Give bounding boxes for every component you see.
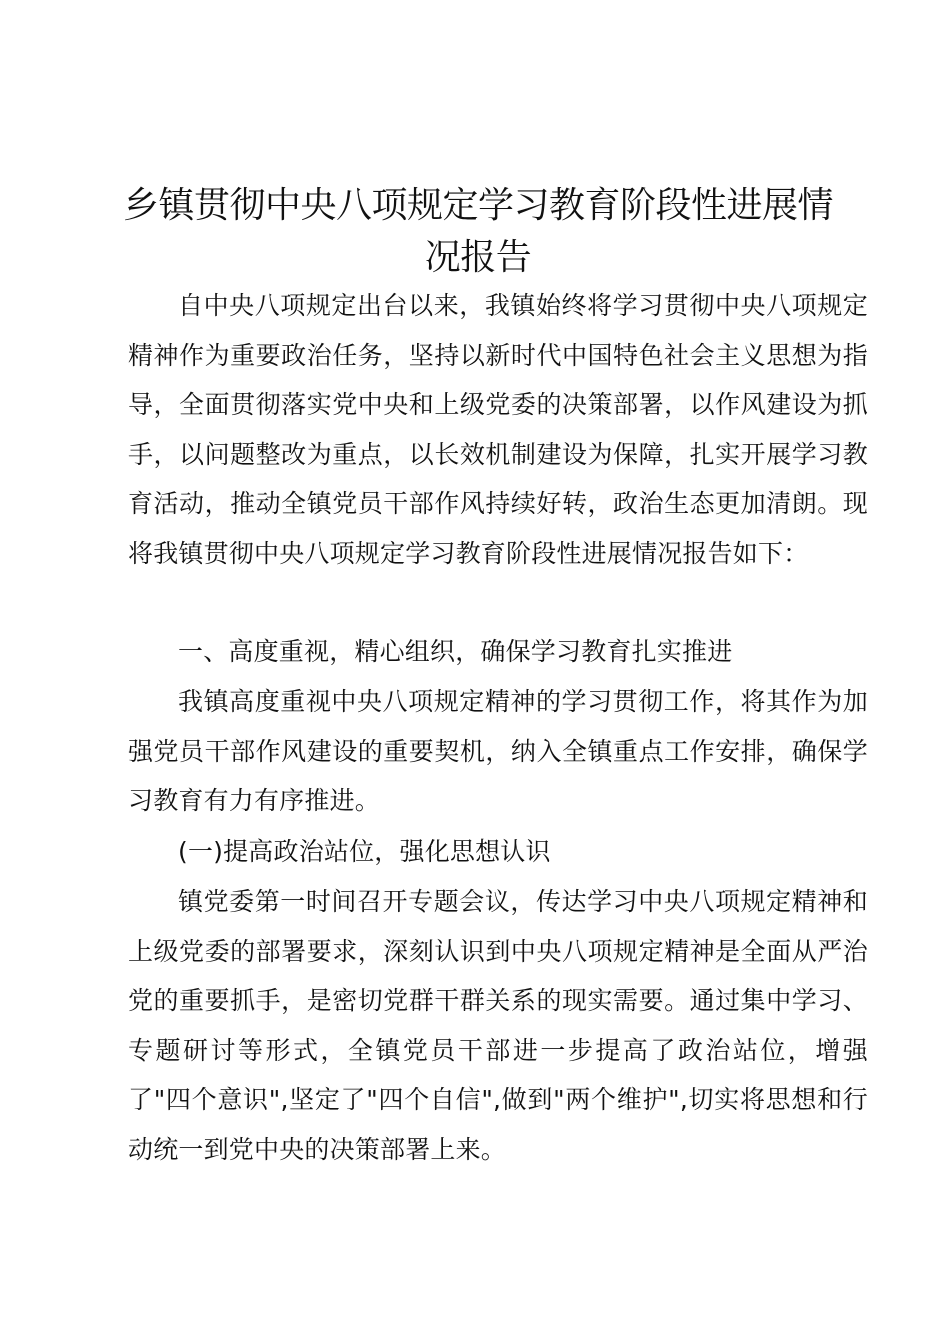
section-1-heading: 一、高度重视，精心组织，确保学习教育扎实推进 bbox=[178, 637, 733, 666]
document-title-line-1: 乡镇贯彻中央八项规定学习教育阶段性进展情 bbox=[122, 185, 833, 226]
subsection-1-heading: (一)提高政治站位，强化思想认识 bbox=[178, 837, 551, 866]
section-1-paragraph: 我镇高度重视中央八项规定精神的学习贯彻工作，将其作为加强党员干部作风建设的重要契机，纳入全镇重点工作安排，确保学习教育有力有序推进。 bbox=[128, 687, 868, 815]
document-title-line-2: 况报告 bbox=[424, 237, 532, 278]
subsection-1-paragraph: 镇党委第一时间召开专题会议，传达学习中央八项规定精神和上级党委的部署要求，深刻认识到中央八项规定精神是全面从严治党的重要抓手，是密切党群干群关系的现实需要。通过集中学习、专题研讨等形式，全镇党员干部进一步提高了政治站位，增强了"四个意识",坚定了"四个自信",做到"两个维护",切实将思想和行动统一到党中央的决策部署上来。 bbox=[128, 887, 868, 1164]
intro-paragraph: 自中央八项规定出台以来，我镇始终将学习贯彻中央八项规定精神作为重要政治任务，坚持以新时代中国特色社会主义思想为指导，全面贯彻落实党中央和上级党委的决策部署，以作风建设为抓手，以问题整改为重点，以长效机制建设为保障，扎实开展学习教育活动，推动全镇党员干部作风持续好转，政治生态更加清朗。现将我镇贯彻中央八项规定学习教育阶段性进展情况报告如下： bbox=[128, 291, 868, 568]
